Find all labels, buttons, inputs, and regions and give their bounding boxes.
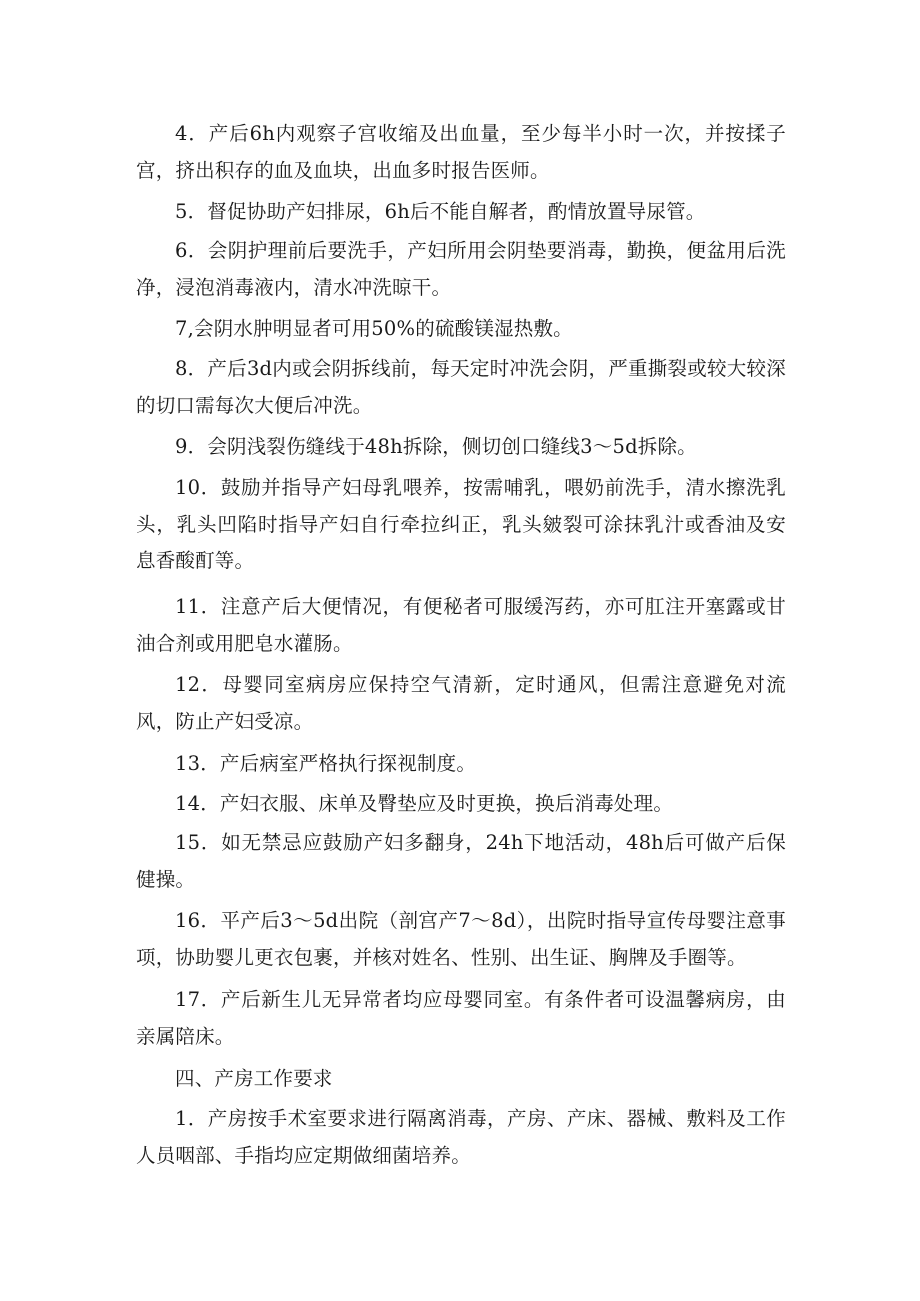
paragraph-item-10: 10．鼓励并指导产妇母乳喂养，按需哺乳，喂奶前洗手，清水擦洗乳头，乳头凹陷时指导产妇自行牵拉纠正，乳头皴裂可涂抹乳汁或香油及安息香酸酊等。 [136,476,786,573]
paragraph-item-16: 16．平产后3～5d出院（剖宫产7～8d），出院时指导宣传母婴注意事项，协助婴儿更衣包裹，并核对姓名、性别、出生证、胸牌及手圈等。 [136,909,786,969]
section-heading: 四、产房工作要求 [175,1067,333,1090]
paragraph-item-17: 17．产后新生儿无异常者均应母婴同室。有条件者可设温馨病房，由亲属陪床。 [136,988,786,1048]
paragraph-item-4: 4．产后6h内观察子宫收缩及出血量，至少每半小时一次，并按揉子宫，挤出积存的血及血块，出血多时报告医师。 [136,122,786,182]
paragraph-item-9: 9．会阴浅裂伤缝线于48h拆除，侧切创口缝线3～5d拆除。 [175,435,697,458]
paragraph-item-8: 8．产后3d内或会阴拆线前，每天定时冲洗会阴，严重撕裂或较大较深的切口需每次大便后冲洗。 [136,357,786,417]
paragraph-item-13: 13．产后病室严格执行探视制度。 [175,752,477,775]
paragraph-item-15: 15．如无禁忌应鼓励产妇多翻身，24h下地活动，48h后可做产后保健操。 [136,831,786,891]
paragraph-item-14: 14．产妇衣服、床单及臀垫应及时更换，换后消毒处理。 [175,792,674,815]
paragraph-item-12: 12．母婴同室病房应保持空气清新，定时通风，但需注意避免对流风，防止产妇受凉。 [136,673,786,733]
paragraph-item-5: 5．督促协助产妇排尿，6h后不能自解者，酌情放置导尿管。 [175,200,706,223]
paragraph-item-11: 11．注意产后大便情况，有便秘者可服缓泻药，亦可肛注开塞露或甘油合剂或用肥皂水灌肠。 [136,595,786,655]
paragraph-item-6: 6．会阴护理前后要洗手，产妇所用会阴垫要消毒，勤换，便盆用后洗净，浸泡消毒液内，清水冲洗晾干。 [136,239,786,299]
paragraph-item-1: 1．产房按手术室要求进行隔离消毒，产房、产床、器械、敷料及工作人员咽部、手指均应定期做细菌培养。 [136,1107,786,1167]
paragraph-item-7: 7,会阴水肿明显者可用50%的硫酸镁湿热敷。 [175,317,573,340]
